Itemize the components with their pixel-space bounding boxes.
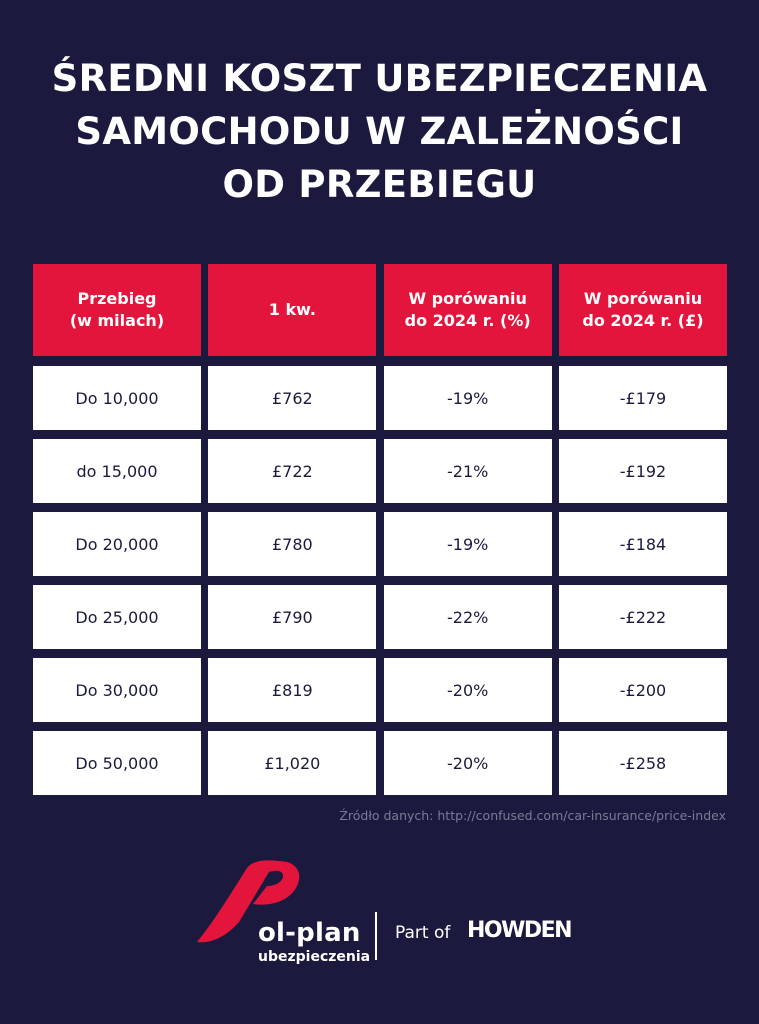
cell-quarter-cost: £722 — [208, 439, 376, 503]
cell-mileage: Do 25,000 — [33, 585, 201, 649]
cost-table — [33, 264, 727, 795]
cell-mileage: Do 50,000 — [33, 731, 201, 795]
cell-quarter-cost: £1,020 — [208, 731, 376, 795]
cell-change-percent: -20% — [384, 731, 552, 795]
brand-name: ol-plan — [258, 918, 361, 948]
cell-quarter-cost: £790 — [208, 585, 376, 649]
header-change-percent — [384, 264, 552, 356]
brand-subtitle: ubezpieczenia — [258, 949, 371, 965]
cell-change-pounds: -£200 — [559, 658, 727, 722]
header-mileage-line-1: Przebieg — [77, 289, 157, 308]
cell-change-percent: -19% — [384, 366, 552, 430]
data-source-note: Źródło danych: http://confused.com/car-insurance/price-index — [339, 808, 726, 823]
cell-mileage: Do 20,000 — [33, 512, 201, 576]
header-quarter — [208, 264, 376, 356]
header-mileage — [33, 264, 201, 356]
cell-quarter-cost: £780 — [208, 512, 376, 576]
table-row — [33, 731, 727, 795]
cell-mileage: Do 30,000 — [33, 658, 201, 722]
title-line-2: SAMOCHODU W ZALEŻNOŚCI — [75, 110, 684, 153]
title-line-1: ŚREDNI KOSZT UBEZPIECZENIA — [51, 57, 708, 100]
howden-logo: HOWDEN — [467, 918, 572, 943]
cell-mileage: do 15,000 — [33, 439, 201, 503]
header-change-pounds-line-1: W porówaniu — [583, 289, 703, 308]
table-row — [33, 585, 727, 649]
cell-change-pounds: -£258 — [559, 731, 727, 795]
table-row — [33, 512, 727, 576]
cell-change-pounds: -£184 — [559, 512, 727, 576]
header-mileage-line-2: (w milach) — [69, 311, 165, 330]
header-change-pounds — [559, 264, 727, 356]
table-header-row — [33, 264, 727, 356]
header-change-pounds-line-2: do 2024 r. (£) — [582, 311, 704, 330]
title-line-3: OD PRZEBIEGU — [222, 163, 537, 206]
cell-change-pounds: -£222 — [559, 585, 727, 649]
cell-quarter-cost: £819 — [208, 658, 376, 722]
cell-quarter-cost: £762 — [208, 366, 376, 430]
header-change-percent-line-1: W porówaniu — [408, 289, 527, 308]
header-change-percent-line-2: do 2024 r. (%) — [404, 311, 531, 330]
cell-change-percent: -19% — [384, 512, 552, 576]
cell-change-percent: -22% — [384, 585, 552, 649]
cell-change-percent: -20% — [384, 658, 552, 722]
part-of-label: Part of — [395, 923, 451, 943]
footer-logos — [0, 860, 759, 970]
table-row — [33, 366, 727, 430]
cell-change-percent: -21% — [384, 439, 552, 503]
table-row — [33, 439, 727, 503]
logo-divider — [375, 912, 377, 960]
cell-change-pounds: -£192 — [559, 439, 727, 503]
cell-mileage: Do 10,000 — [33, 366, 201, 430]
header-quarter-label: 1 kw. — [268, 300, 316, 319]
cell-change-pounds: -£179 — [559, 366, 727, 430]
page-title — [0, 52, 759, 211]
table-row — [33, 658, 727, 722]
